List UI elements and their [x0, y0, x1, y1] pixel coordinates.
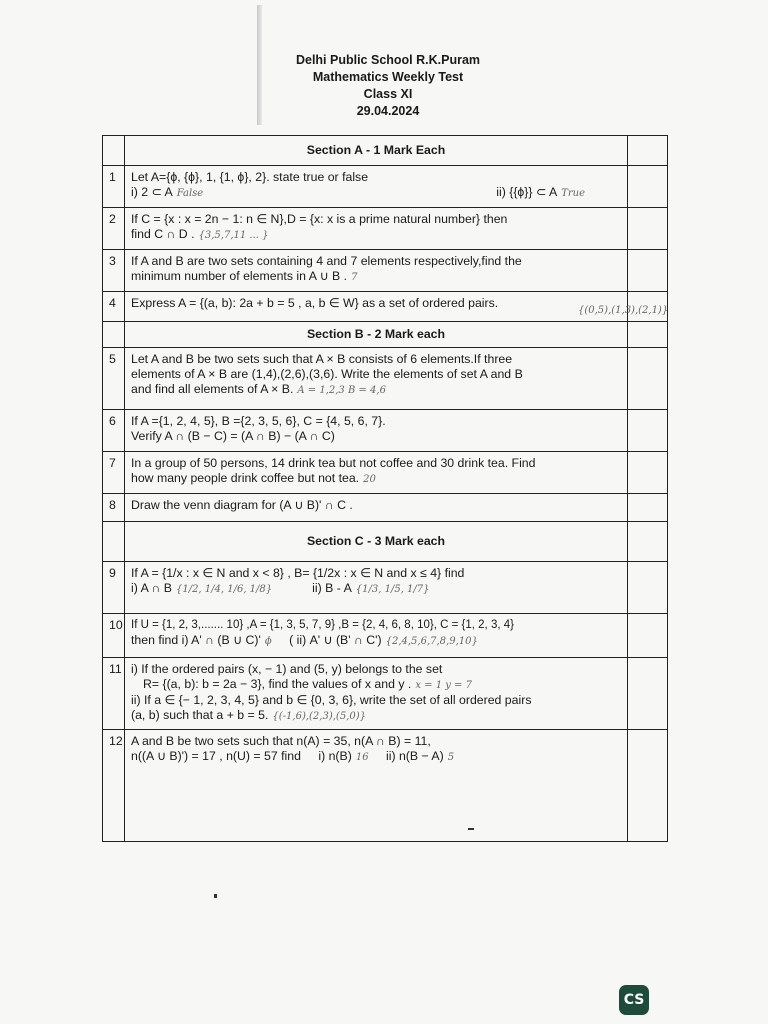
section-a-title: Section A - 1 Mark Each: [125, 136, 628, 166]
question-row: [103, 348, 668, 410]
scan-speck: [214, 894, 217, 898]
question-text: If U = {1, 2, 3,....... 10} ,A = {1, 3, 5, 7, 9} ,B = {2, 4, 6, 8, 10}, C = {1, 2, 3, 4} then find i) A' ∩ (B ∪ C)' ϕ ( ii) A' ∪ (B' ∩ C') {2,4,5,6,7,8,9,10}: [125, 614, 628, 658]
question-number: 7: [103, 452, 125, 494]
handwritten-answer: {1/2, 1/4, 1/6, 1/8}: [175, 584, 273, 595]
handwritten-answer: A = 1,2,3 B = 4,6: [297, 385, 386, 396]
question-row: [103, 410, 668, 452]
handwritten-answer: 7: [351, 272, 358, 283]
question-text: If A and B are two sets containing 4 and 7 elements respectively,find the minimum number of elements in A ∪ B . 7: [125, 250, 628, 292]
question-number: 3: [103, 250, 125, 292]
question-row: [103, 614, 668, 658]
question-text: Let A={ϕ, {ϕ}, 1, {1, ϕ}, 2}. state true or false i) 2 ⊂ A False ii) {{ϕ}} ⊂ A True: [125, 166, 628, 208]
question-text: i) If the ordered pairs (x, − 1) and (5, y) belongs to the set R= {(a, b): b = 2a − 3}, find the values of x and y . x = 1 y = 7 ii) If a ∈ {− 1, 2, 3, 4, 5} and b ∈ {0, 3, 6}, write the set of all ordered pairs (a, b) such that a + b = 5. {(-1,6),(2,3),(5,0)}: [125, 658, 628, 730]
question-text: In a group of 50 persons, 14 drink tea but not coffee and 30 drink tea. Find how many people drink coffee but not tea. 20: [125, 452, 628, 494]
section-c-title: Section C - 3 Mark each: [125, 522, 628, 562]
question-text: A and B be two sets such that n(A) = 35, n(A ∩ B) = 11, n((A ∪ B)') = 17 , n(U) = 57 find i) n(B) 16 ii) n(B − A) 5: [125, 730, 628, 842]
question-number: 5: [103, 348, 125, 410]
question-text: Let A and B be two sets such that A × B consists of 6 elements.If three elements of A × B are (1,4),(2,6),(3,6). Write the elements of set A and B and find all elements of A × B. A = 1,2,3 B = 4,6: [125, 348, 628, 410]
question-number: 9: [103, 562, 125, 614]
handwritten-answer: ϕ: [264, 636, 272, 647]
question-number: 6: [103, 410, 125, 452]
question-row: [103, 658, 668, 730]
question-text: If A = {1/x : x ∈ N and x < 8} , B= {1/2x : x ∈ N and x ≤ 4} find i) A ∩ B {1/2, 1/4, 1/6, 1/8} ii) B - A {1/3, 1/5, 1/7}: [125, 562, 628, 614]
section-a-row: [103, 136, 668, 166]
question-row: [103, 208, 668, 250]
handwritten-answer: {(-1,6),(2,3),(5,0)}: [272, 711, 366, 722]
handwritten-answer: True: [561, 188, 585, 199]
question-row: [103, 494, 668, 522]
question-text: If A ={1, 2, 4, 5}, B ={2, 3, 5, 6}, C = {4, 5, 6, 7}. Verify A ∩ (B − C) = (A ∩ B) − (A ∩ C): [125, 410, 628, 452]
question-row: [103, 730, 668, 842]
handwritten-answer-q4: {(0,5),(1,3),(2,1)}: [578, 305, 669, 316]
scan-speck: [468, 828, 474, 830]
section-b-row: [103, 322, 668, 348]
question-text: If C = {x : x = 2n − 1: n ∈ N},D = {x: x is a prime natural number} then find C ∩ D . {3,5,7,11 ... }: [125, 208, 628, 250]
handwritten-answer: False: [176, 188, 204, 199]
handwritten-answer: {1/3, 1/5, 1/7}: [355, 584, 430, 595]
question-text: Express A = {(a, b): 2a + b = 5 , a, b ∈ W} as a set of ordered pairs.: [125, 292, 628, 322]
question-number: 12: [103, 730, 125, 842]
question-row: [103, 562, 668, 614]
handwritten-answer: x = 1 y = 7: [415, 680, 472, 691]
question-table: [102, 135, 668, 842]
question-number: 11: [103, 658, 125, 730]
question-number: 1: [103, 166, 125, 208]
question-row: [103, 250, 668, 292]
question-row: [103, 166, 668, 208]
handwritten-answer: 20: [363, 474, 376, 485]
class-label: Class XI: [363, 87, 413, 101]
school-name: Delhi Public School R.K.Puram: [295, 53, 481, 67]
section-b-title: Section B - 2 Mark each: [125, 322, 628, 348]
handwritten-answer: 16: [355, 752, 369, 763]
handwritten-answer: 5: [447, 752, 455, 763]
camscanner-logo-icon: CS: [619, 985, 649, 1015]
test-date: 29.04.2024: [356, 104, 420, 118]
question-row: [103, 452, 668, 494]
question-number: 10: [103, 614, 125, 658]
test-title: Mathematics Weekly Test: [312, 70, 464, 84]
handwritten-answer: {2,4,5,6,7,8,9,10}: [385, 636, 478, 647]
question-number: 2: [103, 208, 125, 250]
handwritten-answer: {3,5,7,11 ... }: [198, 230, 269, 241]
paper-header: [0, 52, 768, 120]
question-number: 8: [103, 494, 125, 522]
question-number: 4: [103, 292, 125, 322]
question-text: Draw the venn diagram for (A ∪ B)' ∩ C .: [125, 494, 628, 522]
section-c-row: [103, 522, 668, 562]
